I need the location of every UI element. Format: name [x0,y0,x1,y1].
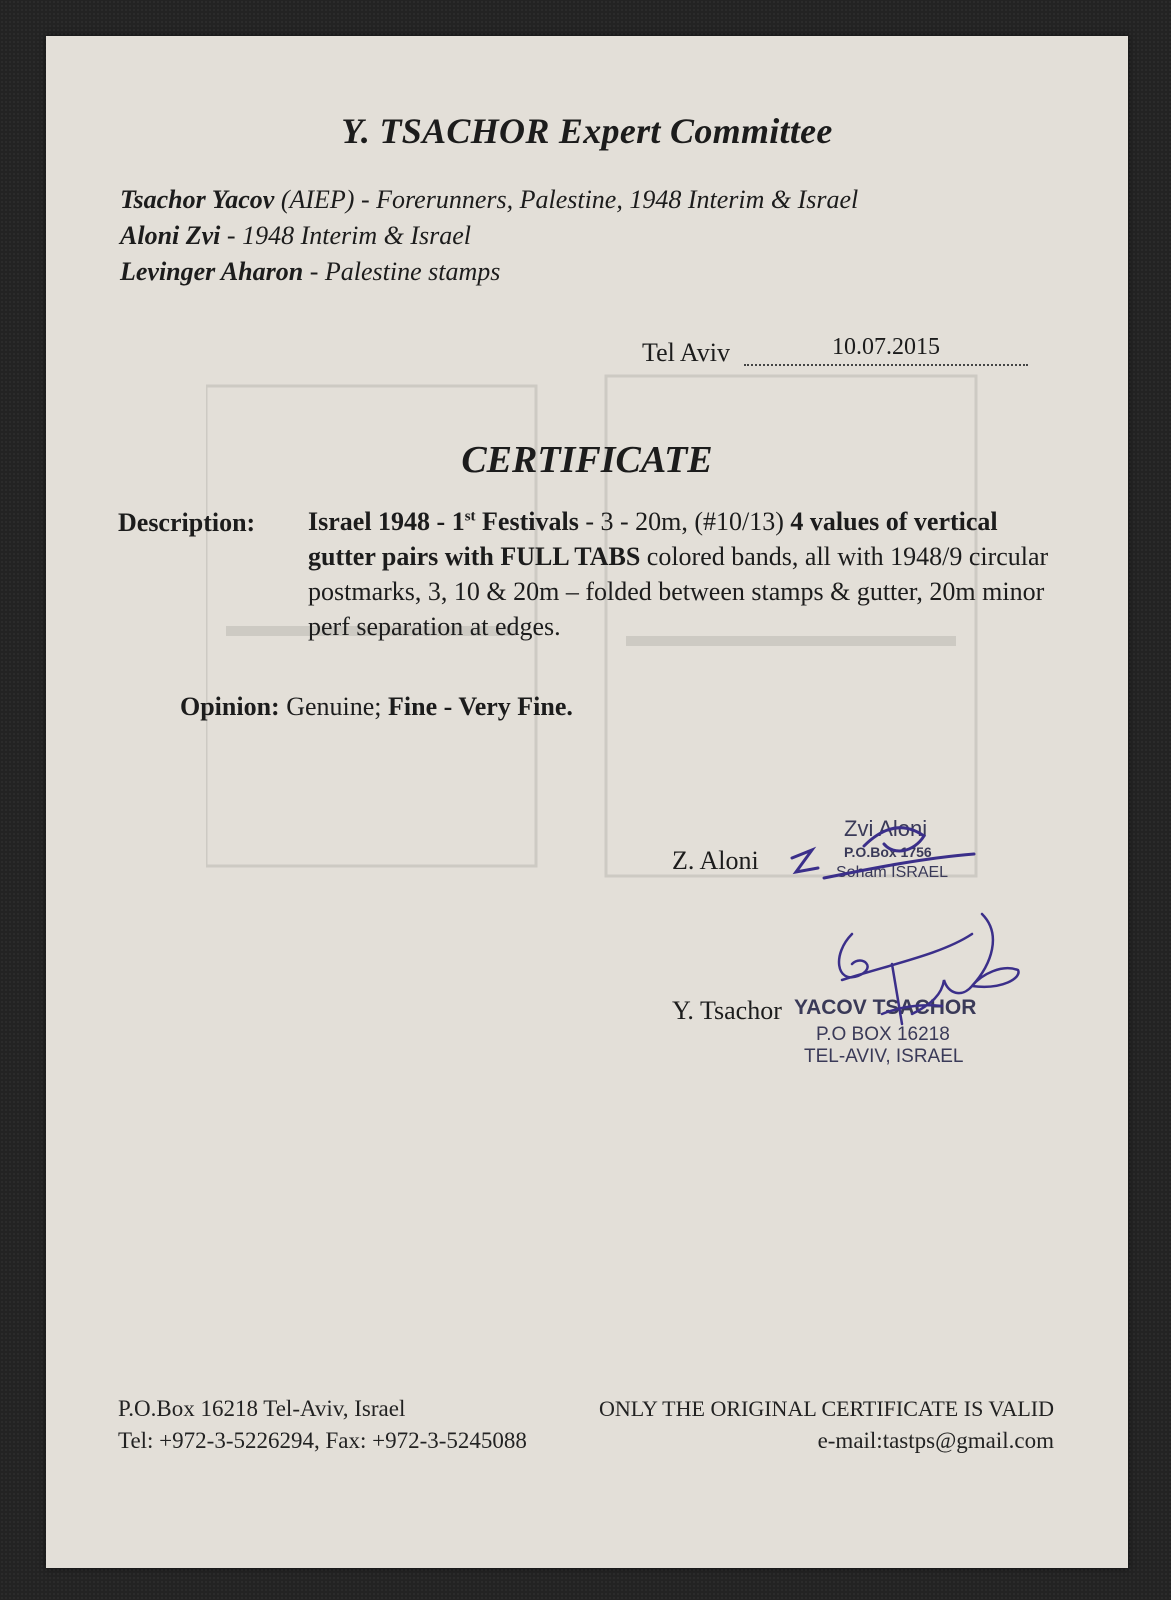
opinion-grade: Fine - Very Fine. [388,692,573,721]
footer-email: e-mail:tastps@gmail.com [817,1428,1054,1453]
tsachor-signature [822,894,1032,1054]
opinion-genuine: Genuine; [279,692,389,721]
description-text [180,504,1060,644]
expert-line [120,182,858,218]
aloni-stamp-box: P.O.Box 1756 [844,844,932,860]
committee-title: Y. TSACHOR Expert Committee [341,111,833,151]
desc-part: Festivals [475,507,579,536]
desc-part: 4 values of vertical gutter pairs with FULL TABS [308,507,998,571]
expert-list [120,182,858,290]
certificate-date: 10.07.2015 [744,330,1028,366]
tsachor-stamp-city: TEL-AVIV, ISRAEL [804,1046,964,1067]
certificate-paper [46,36,1128,1568]
aloni-stamp-name: Zvi Aloni [844,816,928,841]
expert-role: (AIEP) - Forerunners, Palestine, 1948 Interim & Israel [274,185,859,214]
tsachor-stamp-name: YACOV TSACHOR [794,996,977,1019]
expert-role: - Palestine stamps [303,257,501,286]
aloni-signature [784,806,984,886]
tsachor-stamp-box: P.O BOX 16218 [816,1024,950,1045]
expert-line [120,254,858,290]
expert-name: Levinger Aharon [120,257,304,286]
tsachor-signature-label: Y. Tsachor [672,996,782,1025]
aloni-signature-label: Z. Aloni [672,846,759,875]
desc-part: colored bands, all with 1948/9 circular postmarks, 3, 10 & 20m – folded between stamps & gutter, 20m minor perf separation at edges. [308,542,1049,641]
expert-name: Tsachor Yacov [120,185,275,214]
footer-address: P.O.Box 16218 Tel-Aviv, Israel [118,1396,406,1421]
desc-sup: st [464,508,476,525]
footer-phones: Tel: +972-3-5226294, Fax: +972-3-5245088 [118,1428,527,1453]
expert-line [120,218,858,254]
expert-name: Aloni Zvi [120,221,221,250]
opinion-line [180,692,573,722]
place-label: Tel Aviv [642,338,730,367]
aloni-stamp-city: Soham ISRAEL [836,864,949,881]
expert-role: - 1948 Interim & Israel [220,221,471,250]
footer-validity-note: ONLY THE ORIGINAL CERTIFICATE IS VALID [599,1396,1054,1421]
description-label: Description: [118,508,256,537]
desc-part: Israel 1948 - 1 [308,507,465,536]
certificate-heading: CERTIFICATE [461,439,713,481]
desc-part: - 3 - 20m, (#10/13) [578,507,791,536]
opinion-label: Opinion: [180,692,280,721]
